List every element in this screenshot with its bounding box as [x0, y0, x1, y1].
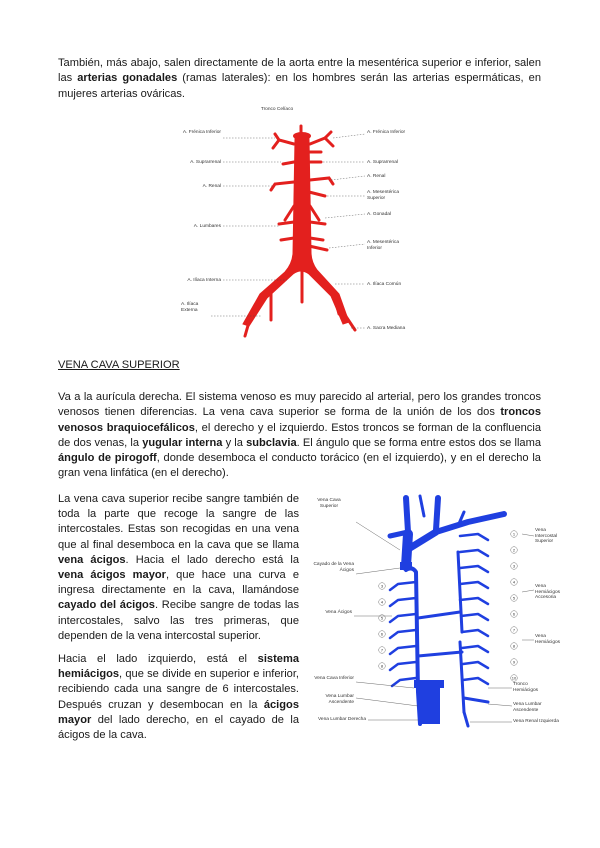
label-intercostal-sup: Vena Intercostal Superior	[535, 528, 558, 545]
hemiacigos-paragraph: Hacia el lado izquierdo, está el sistema hemiácigos, que se divide en superior e inferior, recibiendo cada una sangre de 6 intercostales. Después cruzan y desembocan en la ácigos mayor del lado derecho, en el cayado de la ácigos de la cava.	[58, 653, 299, 742]
subclavia-l	[436, 514, 504, 532]
label-frenica-l: A. Frénica Inferior	[182, 130, 221, 135]
frenica-branch-l2	[273, 140, 279, 148]
intro-paragraph: También, más abajo, salen directamente de la aorta entre la mesentérica superior e inferior, salen las arterias gonadales (ramas laterales): en los hombres serán las arterias espermáticas, en mujeres arterias ováricas.	[58, 57, 541, 100]
mesent-sup-branch	[309, 192, 325, 196]
rib-number: 1	[512, 531, 516, 537]
rib-number: 7	[380, 647, 384, 653]
rib-number: 3	[512, 563, 516, 569]
aorta-diagram	[175, 104, 425, 344]
vcs-paragraph: Va a la aurícula derecha. El sistema venoso es muy parecido al arterial, pero los grandes troncos venosos tienen diferencias. La vena cava superior se forma de la unión de los dos troncos venosos braquiocefálicos, el derecho y el izquierdo. Estos troncos se forman de la confluencia de dos venas, la yugular interna y la subclavia. El ángulo que se forma entre estos dos se llama ángulo de pirogoff, donde desemboca el conducto torácico (en el izquierdo), y en el derecho la gran vena linfática (en el derecho).	[58, 391, 542, 480]
lumbar-branch-r2	[310, 238, 323, 240]
rib-number: 3	[380, 583, 384, 589]
gonadal-branch-l	[285, 206, 294, 220]
label-renal-l: A. Renal	[202, 184, 221, 189]
label-sacra: A. Sacra Mediana	[367, 326, 406, 331]
rib-number: 7	[512, 627, 516, 633]
rib-number: 8	[512, 643, 516, 649]
frenica-branch-r2	[325, 138, 333, 146]
rib-number: 2	[512, 547, 516, 553]
suprarrenal-branch-l	[283, 162, 294, 164]
acigos-paragraph: La vena cava superior recibe sangre también de toda la parte que recoge la sangre de las intercostales. Estas son recogidas en una vena que al final desemboca en la cava que se llama vena ácigos. Hacia el lado derecho está la vena ácigos mayor, que hace una curva e ingresa directamente en la cava, llamándose cayado del ácigos. Recibe sangre de todas las intercostales, salvo las tres primeras, que dependen de la vena intercostal superior.	[58, 493, 299, 642]
label-gonadal: A. Gonadal	[367, 212, 392, 217]
label-lumbar-der: Vena Lumbar Derecha	[318, 717, 366, 722]
rib-number: 6	[512, 611, 516, 617]
label-suprarrenal-r: A. Suprarrenal	[367, 160, 398, 165]
braquio-l	[410, 532, 436, 548]
rib-number: 4	[380, 599, 384, 605]
section-title: VENA CAVA SUPERIOR	[58, 359, 180, 371]
label-mesent-inf: A. Mesentérica Inferior	[367, 240, 399, 251]
rib-number: 5	[380, 615, 384, 621]
rib-number: 5	[512, 595, 516, 601]
label-lumbares: A. Lumbares	[193, 224, 221, 229]
label-renal-izq: Vena Renal Izquierda	[513, 719, 559, 724]
label-iliaca-interna: A. Ilíaca Interna	[187, 278, 221, 283]
label-iliaca-comun: A. Ilíaca Común	[367, 282, 402, 287]
label-lumbar-izq-asc: Vena Lumbar Ascendente	[513, 702, 542, 713]
label-tronco-hemi: Tronco Hemiácigos	[513, 682, 539, 693]
renal-izq	[464, 698, 488, 702]
yugular-r	[406, 498, 408, 532]
label-hemiacigos-acc: Vena Hemiácigos Accesoria	[535, 584, 561, 601]
label-suprarrenal-l: A. Suprarrenal	[190, 160, 221, 165]
lumbar-branch-r1	[310, 222, 325, 224]
top-small-branch	[420, 496, 424, 516]
azygos-diagram	[308, 492, 561, 732]
hemiacigos-acc	[458, 552, 462, 632]
label-frenica-r: A. Frénica Inferior	[367, 130, 406, 135]
label-cayado: Cayado de la Vena Ácigos	[313, 562, 354, 573]
cross-1	[418, 612, 460, 618]
label-vcs: Vena Cava Superior	[317, 498, 341, 509]
label-acigos: Vena Ácigos	[325, 610, 352, 615]
label-lumbar-asc: Vena Lumbar Ascendente	[325, 694, 354, 705]
lumbar-asc-l	[464, 712, 468, 726]
rib-number: 4	[512, 579, 516, 585]
renal-branch-r	[310, 178, 333, 184]
label-tronco: Tronco Celíaco	[260, 107, 294, 112]
vena-cava-superior	[406, 534, 408, 566]
lumbar-branch-l2	[281, 238, 294, 240]
gonadal-branch-r	[310, 206, 319, 220]
label-hemiacigos: Vena Hemiácigos	[535, 634, 561, 645]
rib-number: 9	[512, 659, 516, 665]
label-vci: Vena Cava Inferior	[314, 676, 354, 681]
lumbar-branch-l1	[279, 222, 294, 224]
label-mesent-sup: A. Mesentérica Superior	[367, 190, 399, 201]
label-iliaca-externa: A. Ilíaca Externa	[181, 302, 199, 313]
label-renal-r: A. Renal	[367, 174, 386, 179]
rib-number: 8	[380, 663, 384, 669]
renal-branch-l	[271, 182, 294, 190]
rib-number: 6	[380, 631, 384, 637]
yugular-l	[436, 498, 438, 530]
mesent-inf-branch	[309, 246, 327, 250]
rib-number: 10	[511, 675, 517, 681]
cross-2	[418, 652, 462, 656]
